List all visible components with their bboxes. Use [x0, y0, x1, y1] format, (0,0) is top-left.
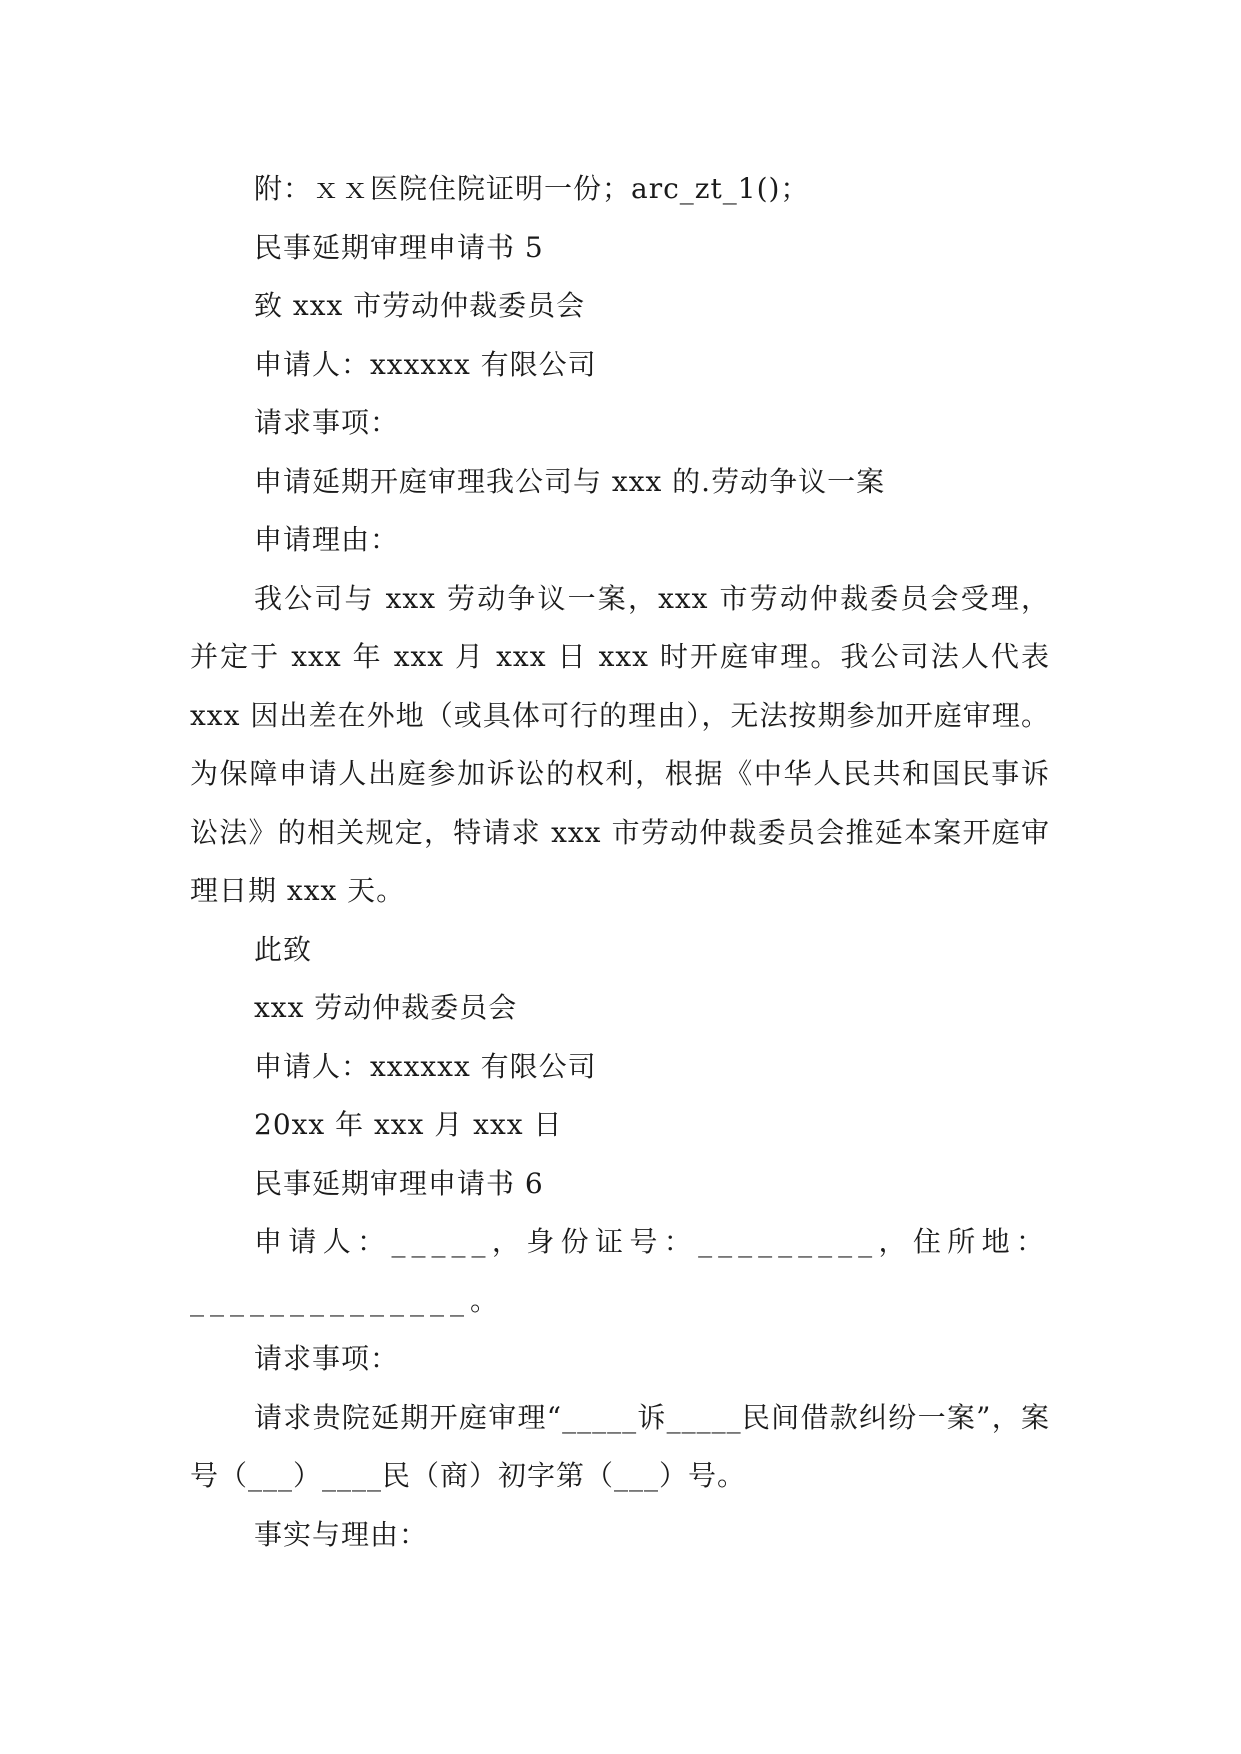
salutation-line: 此致 [254, 932, 313, 966]
applicant-info-paragraph: 申请人：_____，身份证号：_________，住所地：______________。 [190, 1225, 1050, 1317]
attachment-line: 附：ｘｘ医院住院证明一份；arc_zt_1()； [254, 172, 810, 205]
reason-heading: 申请理由： [254, 523, 400, 556]
section-title-5: 民事延期审理申请书 5 [254, 230, 544, 264]
reason-paragraph: 我公司与 xxx 劳动争议一案，xxx 市劳动仲裁委员会受理，并定于 xxx 年 xxx 月 xxx 日 xxx 时开庭审理。我公司法人代表 xxx 因出差在外地（或具体可行的理由），无法按期参加开庭审理。为保障申请人出庭参加诉讼的权利，根据《中华人民共和国民事诉讼法》的相关规定，特请求 xxx 市劳动仲裁委员会推延本案开庭审理日期 xxx 天。 [190, 581, 1050, 907]
facts-heading: 事实与理由： [254, 1517, 429, 1551]
request-content: 申请延期开庭审理我公司与 xxx 的.劳动争议一案 [254, 464, 886, 498]
request-heading: 请求事项： [254, 406, 400, 439]
addressee-line: 致 xxx 市劳动仲裁委员会 [254, 289, 586, 322]
document-body [190, 160, 1050, 1564]
signature-applicant-line: 申请人：xxxxxx 有限公司 [254, 1049, 597, 1083]
request-content-paragraph: 请求贵院延期开庭审理“_____诉_____民间借款纠纷一案”，案号（___）____民（商）初字第（___）号。 [190, 1400, 1050, 1492]
applicant-line: 申请人：xxxxxx 有限公司 [254, 347, 597, 381]
request-heading-2: 请求事项： [254, 1342, 400, 1375]
recipient-line: xxx 劳动仲裁委员会 [254, 991, 518, 1024]
date-line: 20xx 年 xxx 月 xxx 日 [254, 1108, 563, 1141]
section-title-6: 民事延期审理申请书 6 [254, 1166, 544, 1200]
